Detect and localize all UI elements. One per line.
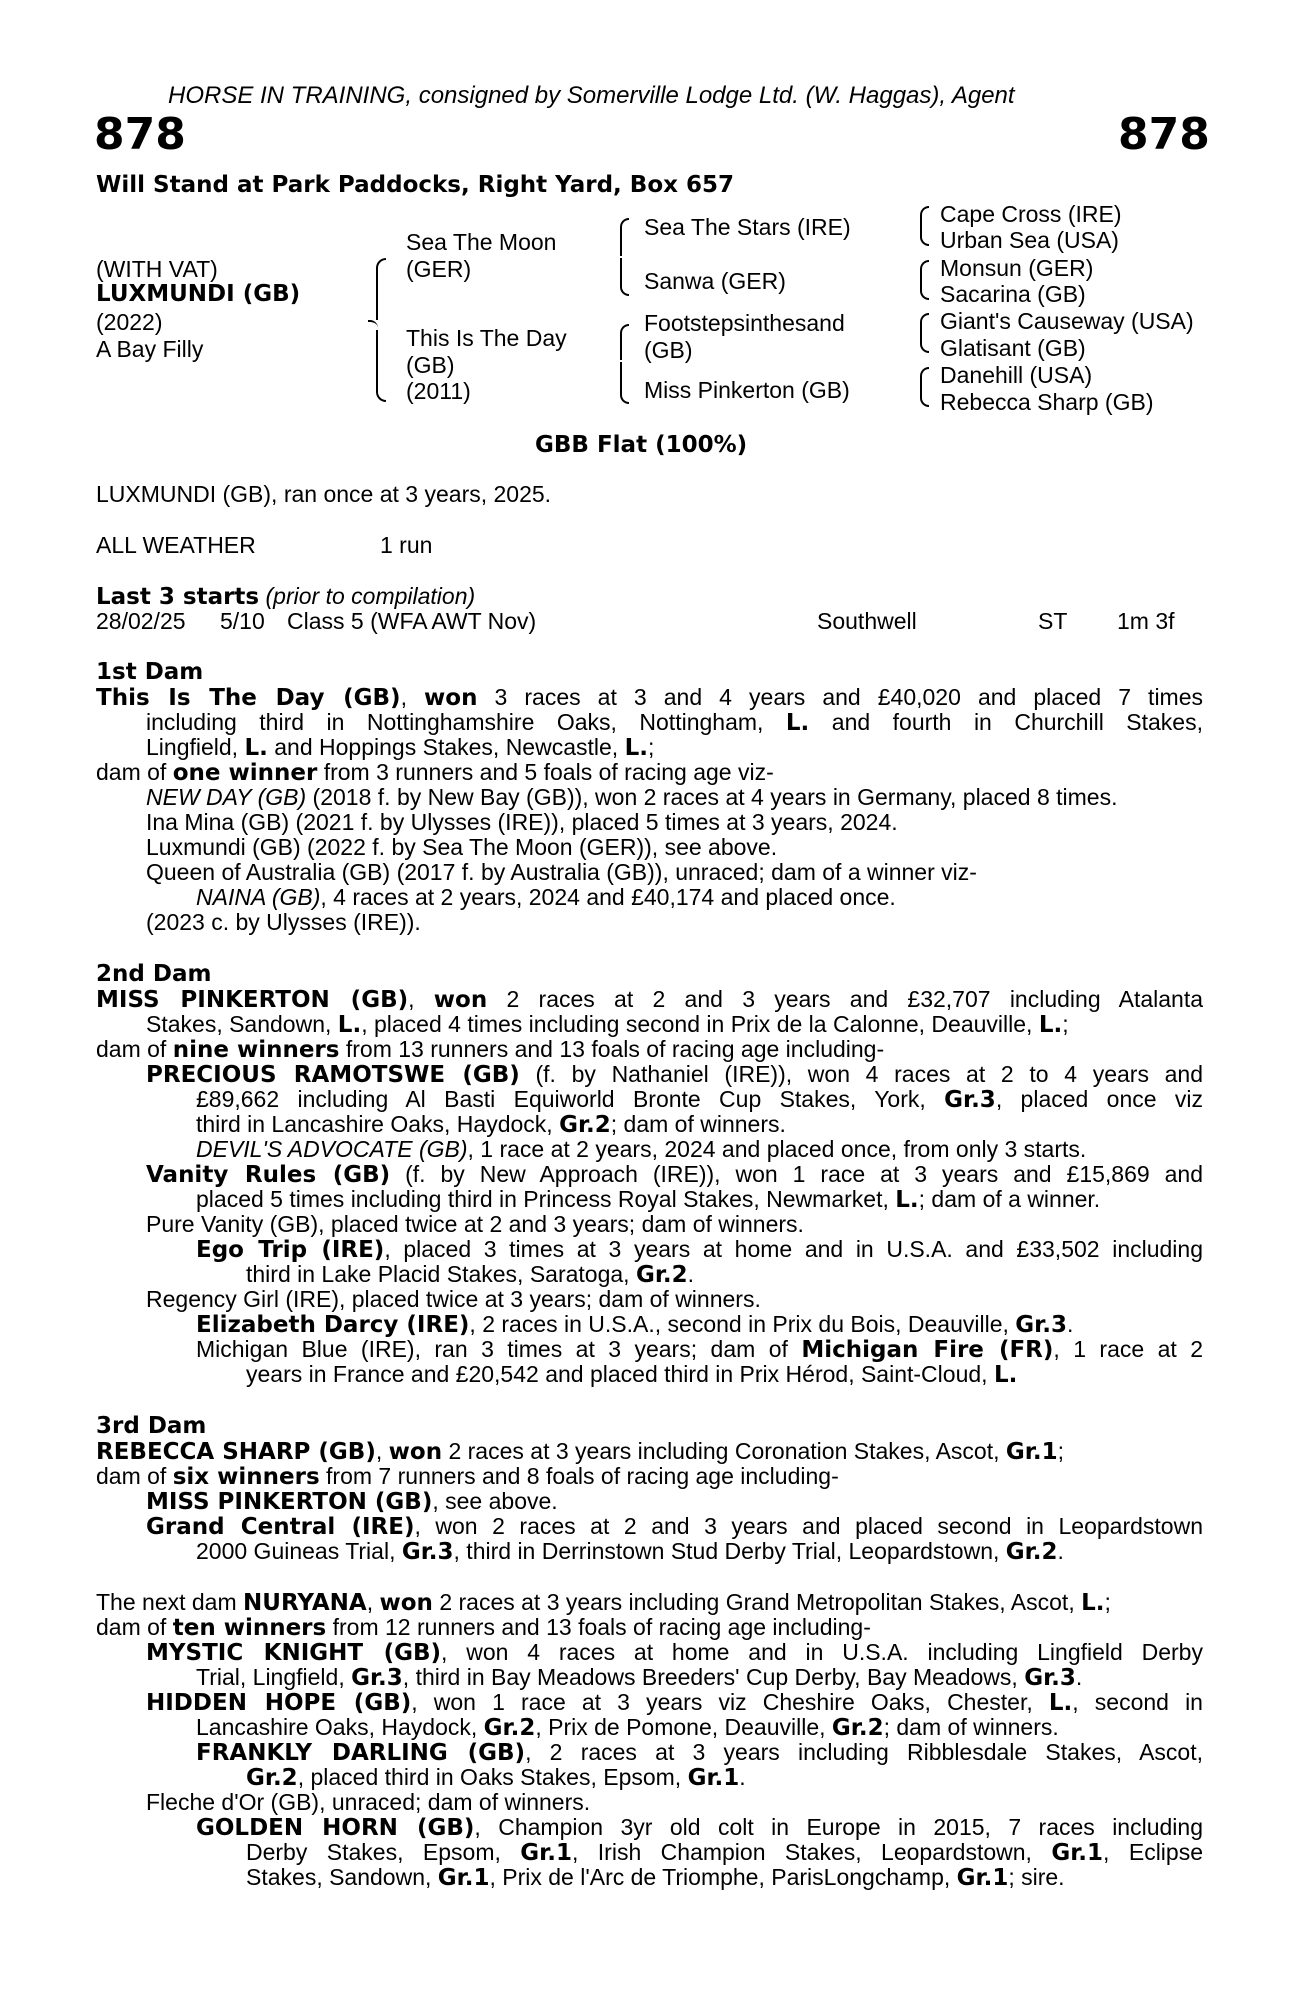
stable-location: Will Stand at Park Paddocks, Right Yard, Box 657 (96, 172, 734, 198)
offspring-name: NAINA (GB) (196, 884, 321, 910)
dam1-line1: This Is The Day (GB), won 3 races at 3 and 4 years and £40,020 and placed 7 times (96, 684, 1204, 711)
text: , third in Derrinstown Stud Derby Trial, Leopardstown, (453, 1538, 1006, 1564)
grade-2: Gr.2 (246, 1765, 298, 1791)
text: (f. by New Approach (IRE)), won 1 race at 3 years and £15,869 and (390, 1161, 1204, 1187)
gen3-ancestor: Sacarina (GB) (940, 281, 1086, 307)
list-item (196, 1815, 1203, 1841)
text: and fourth in Churchill Stakes, (809, 709, 1203, 735)
dam1-line3 (146, 735, 654, 761)
text: dam of (96, 1036, 173, 1062)
text: , won 2 races at 2 and 3 years and placed second in Leopardstown (414, 1513, 1203, 1539)
grade-2: Gr.2 (559, 1112, 611, 1138)
text: , Eclipse (1103, 1839, 1204, 1865)
text: . (739, 1764, 746, 1790)
text: 2 races at 3 years including Coronation Stakes, Ascot, (442, 1438, 1006, 1464)
list-item (196, 1740, 1203, 1766)
grade-2: Gr.2 (831, 1715, 884, 1741)
list-item-cont (196, 1665, 1082, 1691)
lot-number-right: 878 (1118, 109, 1210, 160)
list-item (196, 1137, 1086, 1162)
list-item-cont (246, 1362, 1017, 1388)
section-heading: 2nd Dam (96, 961, 212, 987)
grade-3: Gr.3 (351, 1665, 403, 1691)
text: , placed 3 times at 3 years at home and in U.S.A. and £33,502 including (384, 1236, 1203, 1262)
text: placed 5 times including third in Princess Royal Stakes, Newmarket, (196, 1186, 896, 1212)
dam-name: REBECCA SHARP (GB) (96, 1439, 376, 1465)
vat-note: (WITH VAT) (96, 256, 218, 282)
pedigree-brace-tip (368, 320, 378, 332)
sire-line-brace-low (620, 258, 629, 296)
gen3-ancestor: Giant's Causeway (USA) (940, 308, 1194, 334)
offspring-name: DEVIL'S ADVOCATE (GB) (196, 1136, 468, 1162)
sire-line-brace (620, 218, 629, 256)
text: , won 4 races at home and in U.S.A. including Lingfield Derby (441, 1639, 1203, 1665)
text: ; sire. (1008, 1864, 1065, 1890)
dam2-line1: MISS PINKERTON (GB), won 2 races at 2 and 3 years and £32,707 including Atalanta (96, 986, 1204, 1013)
text: 2000 Guineas Trial, (196, 1538, 402, 1564)
gen3-brace-4b (920, 389, 929, 407)
list-item: (2023 c. by Ulysses (IRE)). (146, 909, 421, 935)
grade-2: Gr.2 (1005, 1539, 1058, 1565)
section-heading: 3rd Dam (96, 1413, 207, 1439)
start-race: Class 5 (WFA AWT Nov) (287, 608, 537, 634)
gen3-ancestor: Monsun (GER) (940, 255, 1094, 281)
start-position: 5/10 (220, 608, 265, 634)
list-item-cont (196, 1112, 786, 1138)
gen3-ancestor: Danehill (USA) (940, 362, 1093, 388)
list-item-cont (246, 1840, 1203, 1866)
gen3-brace-2b (920, 282, 929, 300)
text: , second in (1072, 1689, 1203, 1715)
text: third in Lancashire Oaks, Haydock, (196, 1111, 560, 1137)
text: ; dam of a winner. (918, 1186, 1101, 1212)
list-item: Ina Mina (GB) (2021 f. by Ulysses (IRE)), placed 5 times at 3 years, 2024. (146, 809, 898, 835)
start-surface: ST (1038, 608, 1068, 634)
all-weather-value: 1 run (380, 532, 433, 558)
offspring-name: MYSTIC KNIGHT (GB) (146, 1640, 441, 1666)
sire-dam: Sanwa (GER) (644, 268, 786, 294)
grade-3: Gr.3 (401, 1539, 454, 1565)
text: 3 races at 3 and 4 years and £40,020 and placed 7 times (477, 684, 1204, 710)
offspring-name: FRANKLY DARLING (GB) (196, 1740, 526, 1766)
grade-listed: L. (244, 735, 268, 761)
text: , Champion 3yr old colt in Europe in 2015, 7 races including (474, 1814, 1203, 1840)
dam-sire-country: (GB) (644, 337, 693, 363)
offspring-name: NEW DAY (GB) (146, 784, 307, 810)
text: (f. by Nathaniel (IRE)), won 4 races at 2 to 4 years and (519, 1061, 1203, 1087)
text: and Hoppings Stakes, Newcastle, (267, 734, 625, 760)
text: , 2 races at 3 years including Ribblesdale Stakes, Ascot, (525, 1739, 1203, 1765)
race-summary: LUXMUNDI (GB), ran once at 3 years, 2025. (96, 481, 552, 507)
list-item (196, 885, 896, 910)
grade-2: Gr.2 (483, 1715, 536, 1741)
section-heading: 1st Dam (96, 659, 204, 685)
list-item-cont (246, 1865, 1065, 1891)
text: , (366, 1589, 380, 1615)
gen3-ancestor: Glatisant (GB) (940, 335, 1086, 361)
text: Stakes, Sandown, (246, 1864, 438, 1890)
dam3-produce-intro (96, 1464, 839, 1490)
dam2-produce-intro (96, 1037, 884, 1063)
winners-count: six winners (172, 1464, 320, 1490)
sire-name: Sea The Moon (406, 229, 557, 255)
text: ; (1062, 1011, 1069, 1037)
text: Lingfield, (146, 734, 245, 760)
grade-listed: L. (785, 710, 810, 736)
gen3-ancestor: Cape Cross (IRE) (940, 201, 1122, 227)
list-item-cont (196, 1715, 1059, 1741)
all-weather-label: ALL WEATHER (96, 532, 256, 558)
offspring-name: HIDDEN HOPE (GB) (146, 1690, 412, 1716)
offspring-name: Elizabeth Darcy (IRE) (196, 1312, 470, 1338)
grade-1: Gr.1 (1005, 1439, 1058, 1465)
text: 2 races at 3 years including Grand Metropolitan Stakes, Ascot, (432, 1589, 1082, 1615)
grade-2: Gr.2 (635, 1262, 688, 1288)
text: from 7 runners and 8 foals of racing age including- (319, 1463, 839, 1489)
list-item (146, 1640, 1203, 1666)
won-label: won (388, 1439, 443, 1465)
dam-dam: Miss Pinkerton (GB) (644, 377, 850, 403)
gen3-brace-1 (920, 206, 929, 230)
list-item: Pure Vanity (GB), placed twice at 2 and 3 years; dam of winners. (146, 1211, 804, 1237)
text: from 12 runners and 13 foals of racing age including- (326, 1614, 871, 1640)
text: Trial, Lingfield, (196, 1664, 352, 1690)
text: from 3 runners and 5 foals of racing age viz- (317, 759, 774, 785)
grade-listed: L. (1081, 1590, 1105, 1616)
dam-name: This Is The Day (406, 325, 567, 351)
start-distance: 1m 3f (1117, 608, 1175, 634)
text: , third in Bay Meadows Breeders' Cup Derby, Bay Meadows, (402, 1664, 1025, 1690)
text: , see above. (432, 1488, 558, 1514)
dam-name: MISS PINKERTON (GB) (96, 987, 409, 1013)
list-item (146, 1162, 1203, 1188)
offspring-name: Michigan Fire (FR) (801, 1337, 1054, 1363)
offspring-name: Grand Central (IRE) (146, 1514, 415, 1540)
list-item: Luxmundi (GB) (2022 f. by Sea The Moon (GER)), see above. (146, 834, 778, 860)
list-item-cont (196, 1539, 1064, 1565)
text: , placed once viz (995, 1086, 1203, 1112)
list-item-cont (196, 1187, 1100, 1213)
list-item (146, 1489, 558, 1515)
text: ; dam of winners. (883, 1714, 1059, 1740)
foaling-year: (2022) (96, 309, 163, 335)
grade-1: Gr.1 (1051, 1840, 1104, 1866)
dam3-line1: REBECCA SHARP (GB), won 2 races at 3 years including Coronation Stakes, Ascot, Gr.1; (96, 1438, 1064, 1465)
start-date: 28/02/25 (96, 608, 186, 634)
grade-1: Gr.1 (520, 1840, 572, 1866)
text: ; (1057, 1438, 1064, 1464)
text: , 4 races at 2 years, 2024 and £40,174 and placed once. (320, 884, 896, 910)
dam-country: (GB) (406, 352, 455, 378)
dam-year: (2011) (406, 378, 471, 404)
list-item-cont (246, 1262, 694, 1288)
list-item (146, 785, 1117, 810)
text: , placed 4 times including second in Prix de la Calonne, Deauville, (361, 1011, 1039, 1037)
consignor-line: HORSE IN TRAINING, consigned by Somerville Lodge Ltd. (W. Haggas), Agent (168, 82, 1015, 109)
text: Stakes, Sandown, (146, 1011, 338, 1037)
dam-name: This Is The Day (GB) (96, 685, 401, 711)
gen3-ancestor: Urban Sea (USA) (940, 227, 1119, 253)
pedigree-brace-top (376, 258, 386, 320)
offspring-name: GOLDEN HORN (GB) (196, 1815, 475, 1841)
text: , Irish Champion Stakes, Leopardstown, (571, 1839, 1052, 1865)
text: . (687, 1261, 695, 1287)
text: 2 races at 2 and 3 years and £32,707 including Atalanta (487, 986, 1204, 1012)
text: (2018 f. by New Bay (GB)), won 2 races at 4 years in Germany, placed 8 times. (306, 784, 1118, 810)
list-item (196, 1237, 1203, 1263)
text: ; (1104, 1589, 1111, 1615)
gen3-brace-3b (920, 335, 929, 353)
winners-count: nine winners (172, 1037, 340, 1063)
dam1-line2 (146, 710, 1203, 736)
won-label: won (433, 987, 488, 1013)
text: . (1057, 1538, 1064, 1564)
list-item-cont (196, 1087, 1203, 1113)
text: dam of (96, 1463, 173, 1489)
grade-listed: L. (1038, 1012, 1063, 1038)
list-item: Regency Girl (IRE), placed twice at 3 years; dam of winners. (146, 1286, 761, 1312)
text: . (1066, 1311, 1074, 1337)
list-item (146, 1062, 1203, 1088)
grade-listed: L. (1048, 1690, 1073, 1716)
text: , 2 races in U.S.A., second in Prix du Bois, Deauville, (469, 1311, 1016, 1337)
offspring-name: Ego Trip (IRE) (196, 1237, 385, 1263)
dam-line-brace (620, 324, 629, 360)
text: Lancashire Oaks, Haydock, (196, 1714, 484, 1740)
list-item (196, 1312, 1073, 1338)
text: , Prix de l'Arc de Triomphe, ParisLongchamp, (489, 1864, 957, 1890)
dam-line-brace-low (620, 362, 629, 404)
list-item (146, 1690, 1203, 1716)
last-starts-subtitle: (prior to compilation) (265, 583, 476, 609)
grade-1: Gr.1 (687, 1765, 740, 1791)
dam-sire: Footstepsinthesand (644, 310, 845, 336)
lot-number-left: 878 (94, 109, 186, 160)
won-label: won (424, 685, 478, 711)
gen3-brace-2 (920, 260, 929, 284)
text: dam of (96, 759, 173, 785)
dam4-produce-intro (96, 1615, 871, 1641)
gen3-brace-4 (920, 367, 929, 391)
text: , 1 race at 2 (1053, 1336, 1203, 1362)
dam2-line2 (146, 1012, 1069, 1038)
offspring-name: MISS PINKERTON (GB) (146, 1489, 433, 1515)
last-starts-title: Last 3 starts (96, 584, 260, 610)
text: . (1075, 1664, 1083, 1690)
grade-3: Gr.3 (1015, 1312, 1067, 1338)
grade-listed: L. (993, 1362, 1018, 1388)
horse-description: A Bay Filly (96, 336, 204, 362)
text: , Prix de Pomone, Deauville, (535, 1714, 832, 1740)
dam4-line1 (96, 1590, 1111, 1616)
list-item (146, 1514, 1203, 1540)
offspring-name: PRECIOUS RAMOTSWE (GB) (146, 1062, 520, 1088)
pedigree-brace-bottom (376, 330, 386, 402)
dam-name: NURYANA (243, 1590, 367, 1616)
grade-1: Gr.1 (956, 1865, 1009, 1891)
winners-count: one winner (172, 760, 318, 786)
text: £89,662 including Al Basti Equiworld Bronte Cup Stakes, York, (196, 1086, 945, 1112)
grade-1: Gr.1 (437, 1865, 490, 1891)
last-starts-heading (96, 584, 475, 610)
text: dam of (96, 1614, 173, 1640)
text: Derby Stakes, Epsom, (246, 1839, 521, 1865)
text: third in Lake Placid Stakes, Saratoga, (246, 1261, 636, 1287)
list-item: Fleche d'Or (GB), unraced; dam of winners. (146, 1789, 591, 1815)
list-item: Queen of Australia (GB) (2017 f. by Australia (GB)), unraced; dam of a winner viz- (146, 859, 977, 885)
text: , placed third in Oaks Stakes, Epsom, (297, 1764, 688, 1790)
text: ; dam of winners. (610, 1111, 786, 1137)
text: , won 1 race at 3 years viz Cheshire Oaks, Chester, (411, 1689, 1049, 1715)
text: Michigan Blue (IRE), ran 3 times at 3 years; dam of (196, 1336, 802, 1362)
rating: GBB Flat (100%) (535, 432, 748, 458)
list-item (196, 1337, 1203, 1363)
start-course: Southwell (817, 608, 917, 634)
grade-listed: L. (624, 735, 648, 761)
gen3-brace-1b (920, 228, 929, 246)
gen3-ancestor: Rebecca Sharp (GB) (940, 389, 1154, 415)
list-item-cont (246, 1765, 746, 1791)
text: ; (647, 734, 655, 760)
horse-name: LUXMUNDI (GB) (96, 281, 301, 307)
sire-sire: Sea The Stars (IRE) (644, 214, 851, 240)
grade-listed: L. (895, 1187, 919, 1213)
gen3-brace-3 (920, 313, 929, 337)
grade-3: Gr.3 (944, 1087, 996, 1113)
text: , 1 race at 2 years, 2024 and placed once, from only 3 starts. (467, 1136, 1087, 1162)
text: including third in Nottinghamshire Oaks, Nottingham, (146, 709, 786, 735)
offspring-name: Vanity Rules (GB) (146, 1162, 391, 1188)
winners-count: ten winners (172, 1615, 327, 1641)
grade-listed: L. (337, 1012, 362, 1038)
sire-country: (GER) (406, 256, 472, 282)
text: from 13 runners and 13 foals of racing age including- (339, 1036, 885, 1062)
text: The next dam (96, 1589, 244, 1615)
won-label: won (379, 1590, 433, 1616)
grade-3: Gr.3 (1024, 1665, 1076, 1691)
dam1-produce-intro (96, 760, 774, 786)
text: years in France and £20,542 and placed third in Prix Hérod, Saint-Cloud, (246, 1361, 994, 1387)
